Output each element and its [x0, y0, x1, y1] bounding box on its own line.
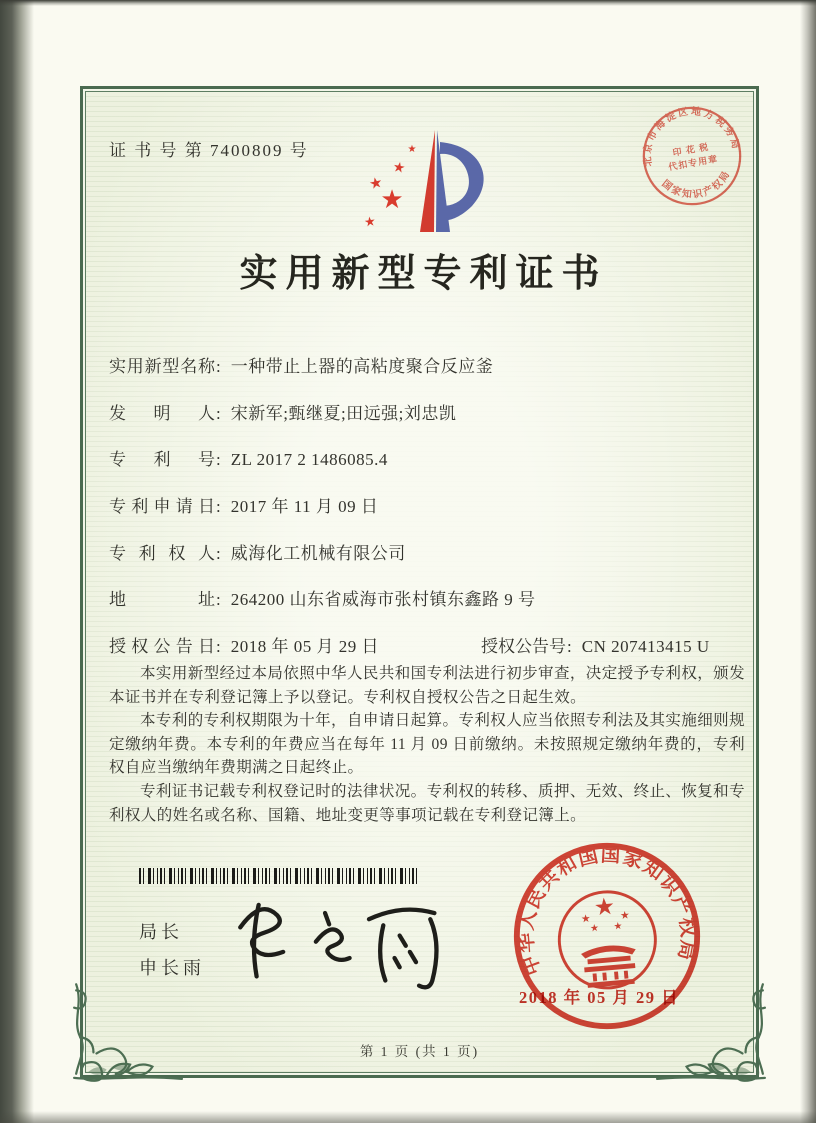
field-colon: :: [216, 357, 221, 376]
field-value: ZL 2017 2 1486085.4: [230, 450, 388, 470]
certificate-inner-area: [85, 91, 754, 1073]
field-value: 2017 年 11 月 09 日: [230, 497, 379, 517]
field-colon: :: [216, 590, 221, 610]
svg-text:★: ★: [407, 144, 417, 155]
scan-shadow-right: [800, 0, 816, 1123]
field-row: [109, 541, 735, 588]
field-colon: :: [567, 637, 572, 657]
legal-paragraph: 本专利的专利权期限为十年，自申请日起算。专利权人应当依照专利法及其实施细则规定缴纳年费。本专利的年费应当在每年 11 月 09 日前缴纳。未按照规定缴纳年费的，专利权自应当缴纳年费期满之日起终止。: [109, 712, 745, 777]
svg-text:★: ★: [613, 920, 623, 933]
field-colon: :: [216, 637, 221, 657]
legal-paragraph: 本实用新型经过本局依照中华人民共和国专利法进行初步审查，决定授予专利权，颁发本证书并在专利登记簿上予以登记。专利权自授权公告之日起生效。: [109, 665, 745, 706]
field-row: [109, 401, 735, 448]
tax-seal-arc-top: 北京市海淀区地方税务局: [642, 106, 742, 167]
tax-seal-arc-bottom: 国家知识产权局: [659, 168, 734, 201]
svg-text:★: ★: [367, 174, 385, 194]
svg-text:北京市海淀区地方税务局: [633, 96, 743, 168]
field-row: [109, 447, 735, 494]
commissioner-title: 局长: [139, 922, 183, 942]
page-number: 第 1 页 (共 1 页): [359, 1044, 480, 1059]
field-row: [109, 494, 735, 541]
field-list: [109, 354, 735, 681]
field-value: 264200 山东省威海市张村镇东鑫路 9 号: [230, 590, 536, 610]
field-colon: :: [216, 403, 221, 423]
field-label: 实用新型名称: [109, 357, 215, 376]
tax-seal-line2: 代扣专用章: [667, 153, 719, 173]
legal-text: [109, 662, 745, 827]
grant-number-value: CN 207413415 U: [581, 637, 710, 657]
signature-icon: [228, 874, 463, 992]
field-colon: :: [216, 450, 221, 470]
grant-date-label: 授权公告日: [109, 637, 215, 657]
svg-text:★: ★: [391, 160, 407, 177]
svg-text:★: ★: [592, 893, 617, 922]
corner-ornament-icon: [66, 966, 188, 1088]
field-label: 专利号: [109, 450, 215, 470]
commissioner-name: 申长雨: [139, 958, 205, 978]
field-row: [109, 354, 735, 401]
field-label: 地址: [109, 590, 215, 610]
national-emblem-icon: [555, 888, 659, 992]
tax-seal-line1: 印 花 税: [671, 141, 710, 158]
certificate-title: 实用新型专利证书: [239, 253, 608, 295]
field-colon: :: [216, 497, 221, 517]
field-value: 宋新军;甄继夏;田远强;刘忠凯: [230, 403, 457, 423]
corner-ornament-icon: [651, 966, 773, 1088]
field-label: 专利权人: [109, 543, 215, 563]
certificate-number: 证 书 号 第 7400809 号: [109, 141, 309, 160]
legal-paragraph: 专利证书记载专利权登记时的法律状况。专利权的转移、质押、无效、终止、恢复和专利权人的姓名或名称、国籍、地址变更等事项记载在专利登记簿上。: [109, 782, 745, 824]
field-label: 专利申请日: [109, 497, 215, 517]
field-value: 一种带止上器的高粘度聚合反应釜: [230, 357, 494, 376]
svg-text:★: ★: [363, 213, 377, 230]
grant-number-label: 授权公告号: [481, 637, 566, 657]
seal-ring-text: 中华人民共和国国家知识产权局: [515, 845, 699, 978]
svg-text:★: ★: [619, 909, 631, 923]
certificate-border-frame: [80, 86, 759, 1078]
field-colon: :: [216, 543, 221, 563]
seal-date: 2018 年 05 月 29 日: [519, 988, 680, 1007]
field-label: 发明人: [109, 403, 215, 423]
grant-number-group: [481, 634, 710, 660]
tax-stamp-seal-icon: [627, 91, 757, 221]
scan-shadow-top: [0, 0, 816, 6]
svg-text:★: ★: [580, 912, 592, 926]
svg-text:★: ★: [589, 922, 600, 935]
grant-date-value: 2018 年 05 月 29 日: [230, 637, 379, 657]
scan-shadow-bottom: [0, 1111, 816, 1123]
field-row: [109, 587, 735, 634]
patent-office-logo-icon: [352, 122, 502, 240]
scan-shadow-left: [0, 0, 34, 1123]
logo-star-icon: ★: [380, 185, 404, 214]
field-value: 威海化工机械有限公司: [230, 543, 406, 563]
